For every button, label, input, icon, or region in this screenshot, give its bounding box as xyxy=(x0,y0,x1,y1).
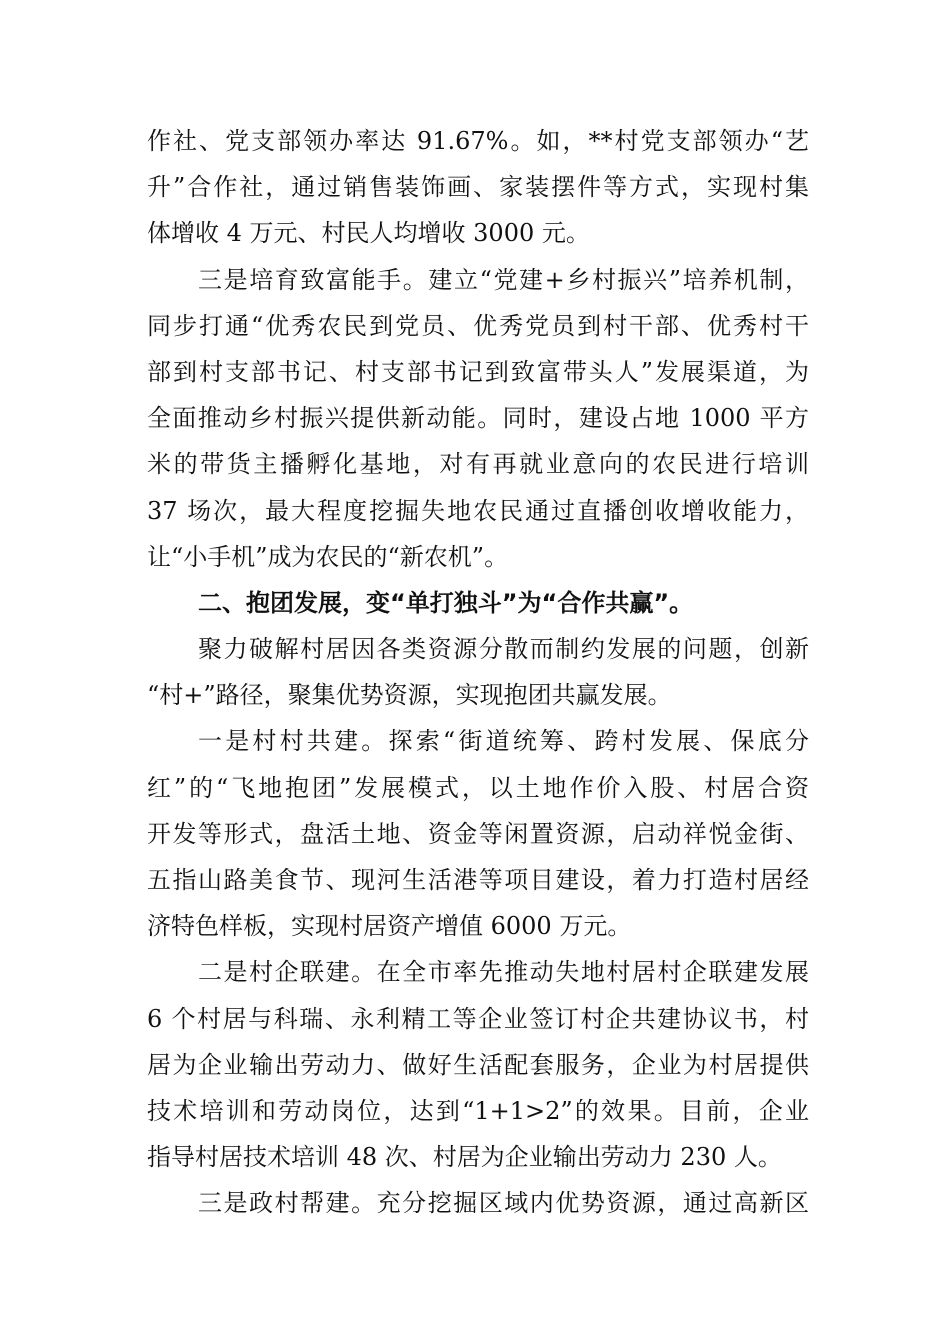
body-line: 指导村居技术培训 48 次、村居为企业输出劳动力 230 人。 xyxy=(147,1143,782,1172)
body-line: 红”的“飞地抱团”发展模式，以土地作价入股、村居合资 xyxy=(147,773,809,802)
body-line: 济特色样板，实现村居资产增值 6000 万元。 xyxy=(147,912,632,941)
body-line: 体增收 4 万元、村民人均增收 3000 元。 xyxy=(147,219,590,248)
body-line: 一是村村共建。探索“街道统筹、跨村发展、保底分 xyxy=(198,727,809,756)
body-line: 6 个村居与科瑞、永利精工等企业签订村企共建协议书，村 xyxy=(147,1004,809,1033)
body-line: 五指山路美食节、现河生活港等项目建设，着力打造村居经 xyxy=(147,866,809,894)
body-line: 居为企业输出劳动力、做好生活配套服务，企业为村居提供 xyxy=(147,1050,809,1079)
body-line: 开发等形式，盘活土地、资金等闲置资源，启动祥悦金街、 xyxy=(147,819,809,848)
body-line: 部到村支部书记、村支部书记到致富带头人”发展渠道，为 xyxy=(147,357,809,386)
body-line: 三是政村帮建。充分挖掘区域内优势资源，通过高新区 xyxy=(198,1189,809,1218)
body-line: 让“小手机”成为农民的“新农机”。 xyxy=(147,542,509,571)
body-line: 技术培训和劳动岗位，达到“1+1>2”的效果。目前，企业 xyxy=(147,1096,809,1125)
body-line: 米的带货主播孵化基地，对有再就业意向的农民进行培训 xyxy=(147,450,809,479)
section-heading: 二、抱团发展，变“单打独斗”为“合作共赢”。 xyxy=(198,588,694,617)
body-line: 聚力破解村居因各类资源分散而制约发展的问题，创新 xyxy=(198,635,809,664)
body-line: 37 场次，最大程度挖掘失地农民通过直播创收增收能力， xyxy=(147,496,809,525)
body-line: 升”合作社，通过销售装饰画、家装摆件等方式，实现村集 xyxy=(147,173,809,202)
body-line: “村+”路径，聚集优势资源，实现抱团共赢发展。 xyxy=(147,681,672,710)
document-body xyxy=(147,118,809,1227)
body-line: 三是培育致富能手。建立“党建+乡村振兴”培养机制， xyxy=(198,265,809,294)
body-line: 作社、党支部领办率达 91.67%。如，**村党支部领办“艺 xyxy=(147,127,809,155)
body-line: 二是村企联建。在全市率先推动失地村居村企联建发展 xyxy=(198,958,809,987)
body-line: 同步打通“优秀农民到党员、优秀党员到村干部、优秀村干 xyxy=(147,311,809,340)
body-line: 全面推动乡村振兴提供新动能。同时，建设占地 1000 平方 xyxy=(147,404,809,433)
